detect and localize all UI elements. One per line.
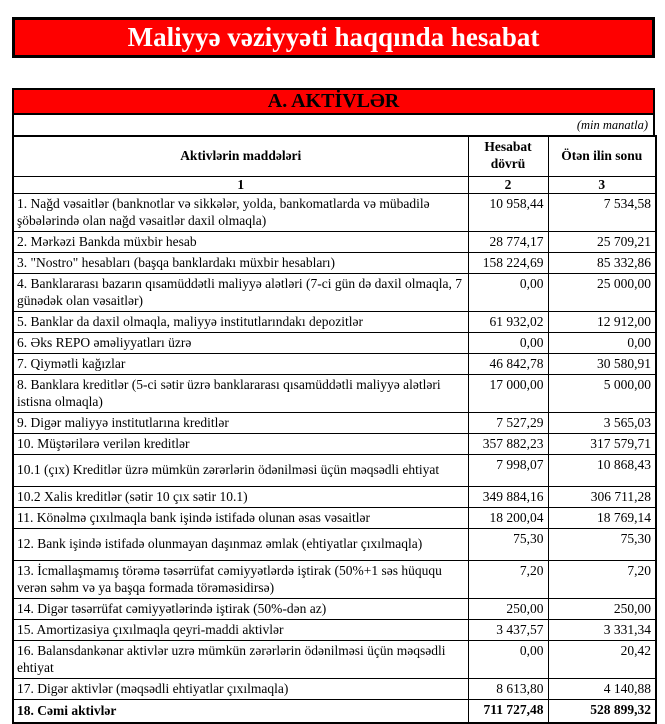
row-label: 12. Bank işində istifadə olunmayan daşınmaz əmlak (ehtiyatlar çıxılmaqla) (13, 528, 468, 560)
row-current-value: 250,00 (468, 598, 548, 619)
row-label: 6. Əks REPO əməliyyatları üzrə (13, 332, 468, 353)
row-previous-value: 250,00 (548, 598, 656, 619)
row-previous-value: 12 912,00 (548, 311, 656, 332)
row-label: 10.2 Xalis kreditlər (sətir 10 çıx sətir 10.1) (13, 486, 468, 507)
column-index-1: 1 (13, 176, 468, 193)
row-label: 18. Cəmi aktivlər (13, 699, 468, 723)
row-previous-value: 0,00 (548, 332, 656, 353)
row-label: 15. Amortizasiya çıxılmaqla qeyri-maddi aktivlər (13, 619, 468, 640)
row-label: 8. Banklara kreditlər (5-ci sətir üzrə banklararası qısamüddətli maliyyə alətləri istisna olmaqla) (13, 374, 468, 412)
table-row (13, 412, 656, 433)
row-current-value: 3 437,57 (468, 619, 548, 640)
row-current-value: 349 884,16 (468, 486, 548, 507)
row-current-value: 61 932,02 (468, 311, 548, 332)
table-row (13, 332, 656, 353)
table-row (13, 193, 656, 231)
row-current-value: 28 774,17 (468, 231, 548, 252)
table-row (13, 273, 656, 311)
table-row (13, 353, 656, 374)
row-previous-value: 3 565,03 (548, 412, 656, 433)
row-label: 5. Banklar da daxil olmaqla, maliyyə institutlarındakı depozitlər (13, 311, 468, 332)
row-previous-value: 306 711,28 (548, 486, 656, 507)
row-current-value: 46 842,78 (468, 353, 548, 374)
table-row (13, 699, 656, 723)
table-row (13, 311, 656, 332)
table-row (13, 433, 656, 454)
column-header-items: Aktivlərin maddələri (13, 136, 468, 176)
column-index-2: 2 (468, 176, 548, 193)
row-label: 16. Balansdankənar aktivlər uzrə mümkün zərərlərin ödənilməsi üçün məqsədli ehtiyat (13, 640, 468, 678)
table-row (13, 560, 656, 598)
row-current-value: 0,00 (468, 332, 548, 353)
table-row (13, 619, 656, 640)
row-previous-value: 528 899,32 (548, 699, 656, 723)
table-row (13, 640, 656, 678)
table-row (13, 598, 656, 619)
table-body (13, 193, 656, 723)
row-current-value: 357 882,23 (468, 433, 548, 454)
table-row (13, 528, 656, 560)
row-previous-value: 3 331,34 (548, 619, 656, 640)
assets-table (12, 135, 657, 724)
row-label: 2. Mərkəzi Bankda müxbir hesab (13, 231, 468, 252)
row-current-value: 7,20 (468, 560, 548, 598)
row-previous-value: 20,42 (548, 640, 656, 678)
table-row (13, 231, 656, 252)
row-label: 10.1 (çıx) Kreditlər üzrə mümkün zərərlərin ödənilməsi üçün məqsədli ehtiyat (13, 454, 468, 486)
row-current-value: 10 958,44 (468, 193, 548, 231)
row-label: 9. Digər maliyyə institutlarına kreditlər (13, 412, 468, 433)
table-row (13, 252, 656, 273)
row-label: 1. Nağd vəsaitlər (banknotlar və sikkələr, yolda, bankomatlarda və mübadilə şöbələrində olan nağd vəsaitlər daxil olmaqla) (13, 193, 468, 231)
row-previous-value: 7 534,58 (548, 193, 656, 231)
report-title: Maliyyə vəziyyəti haqqında hesabat (12, 17, 655, 58)
row-previous-value: 25 000,00 (548, 273, 656, 311)
table-row (13, 374, 656, 412)
row-previous-value: 85 332,86 (548, 252, 656, 273)
assets-section (12, 88, 655, 724)
row-previous-value: 5 000,00 (548, 374, 656, 412)
row-current-value: 17 000,00 (468, 374, 548, 412)
row-current-value: 7 998,07 (468, 454, 548, 486)
row-current-value: 8 613,80 (468, 678, 548, 699)
row-label: 17. Digər aktivlər (məqsədli ehtiyatlar çıxılmaqla) (13, 678, 468, 699)
row-previous-value: 4 140,88 (548, 678, 656, 699)
table-row (13, 486, 656, 507)
table-row (13, 678, 656, 699)
column-header-previous-year: Ötən ilin sonu (548, 136, 656, 176)
section-header: A. AKTİVLƏR (12, 88, 655, 115)
row-previous-value: 18 769,14 (548, 507, 656, 528)
row-label: 4. Banklararası bazarın qısamüddətli maliyyə alətləri (7-ci gün də daxil olmaqla, 7 günədək olan vəsaitlər) (13, 273, 468, 311)
row-previous-value: 10 868,43 (548, 454, 656, 486)
column-index-3: 3 (548, 176, 656, 193)
row-label: 10. Müştərilərə verilən kreditlər (13, 433, 468, 454)
row-previous-value: 75,30 (548, 528, 656, 560)
row-current-value: 711 727,48 (468, 699, 548, 723)
table-row (13, 454, 656, 486)
column-header-row (13, 136, 656, 176)
row-previous-value: 317 579,71 (548, 433, 656, 454)
table-row (13, 507, 656, 528)
row-previous-value: 7,20 (548, 560, 656, 598)
row-current-value: 158 224,69 (468, 252, 548, 273)
row-current-value: 18 200,04 (468, 507, 548, 528)
row-current-value: 7 527,29 (468, 412, 548, 433)
row-current-value: 75,30 (468, 528, 548, 560)
row-label: 11. Könəlmə çıxılmaqla bank işində istifadə olunan əsas vəsaitlər (13, 507, 468, 528)
column-index-row (13, 176, 656, 193)
unit-note: (min manatla) (12, 115, 655, 135)
row-current-value: 0,00 (468, 273, 548, 311)
row-previous-value: 25 709,21 (548, 231, 656, 252)
row-label: 14. Digər təsərrüfat cəmiyyətlərində iştirak (50%-dən az) (13, 598, 468, 619)
row-label: 7. Qiymətli kağızlar (13, 353, 468, 374)
row-current-value: 0,00 (468, 640, 548, 678)
row-previous-value: 30 580,91 (548, 353, 656, 374)
row-label: 3. "Nostro" hesabları (başqa banklardakı müxbir hesabları) (13, 252, 468, 273)
column-header-current-period: Hesabat dövrü (468, 136, 548, 176)
row-label: 13. İcmallaşmamış törəmə təsərrüfat cəmiyyətlərdə iştirak (50%+1 səs hüququ verən səhm və ya başqa formada törəməsidirsə) (13, 560, 468, 598)
